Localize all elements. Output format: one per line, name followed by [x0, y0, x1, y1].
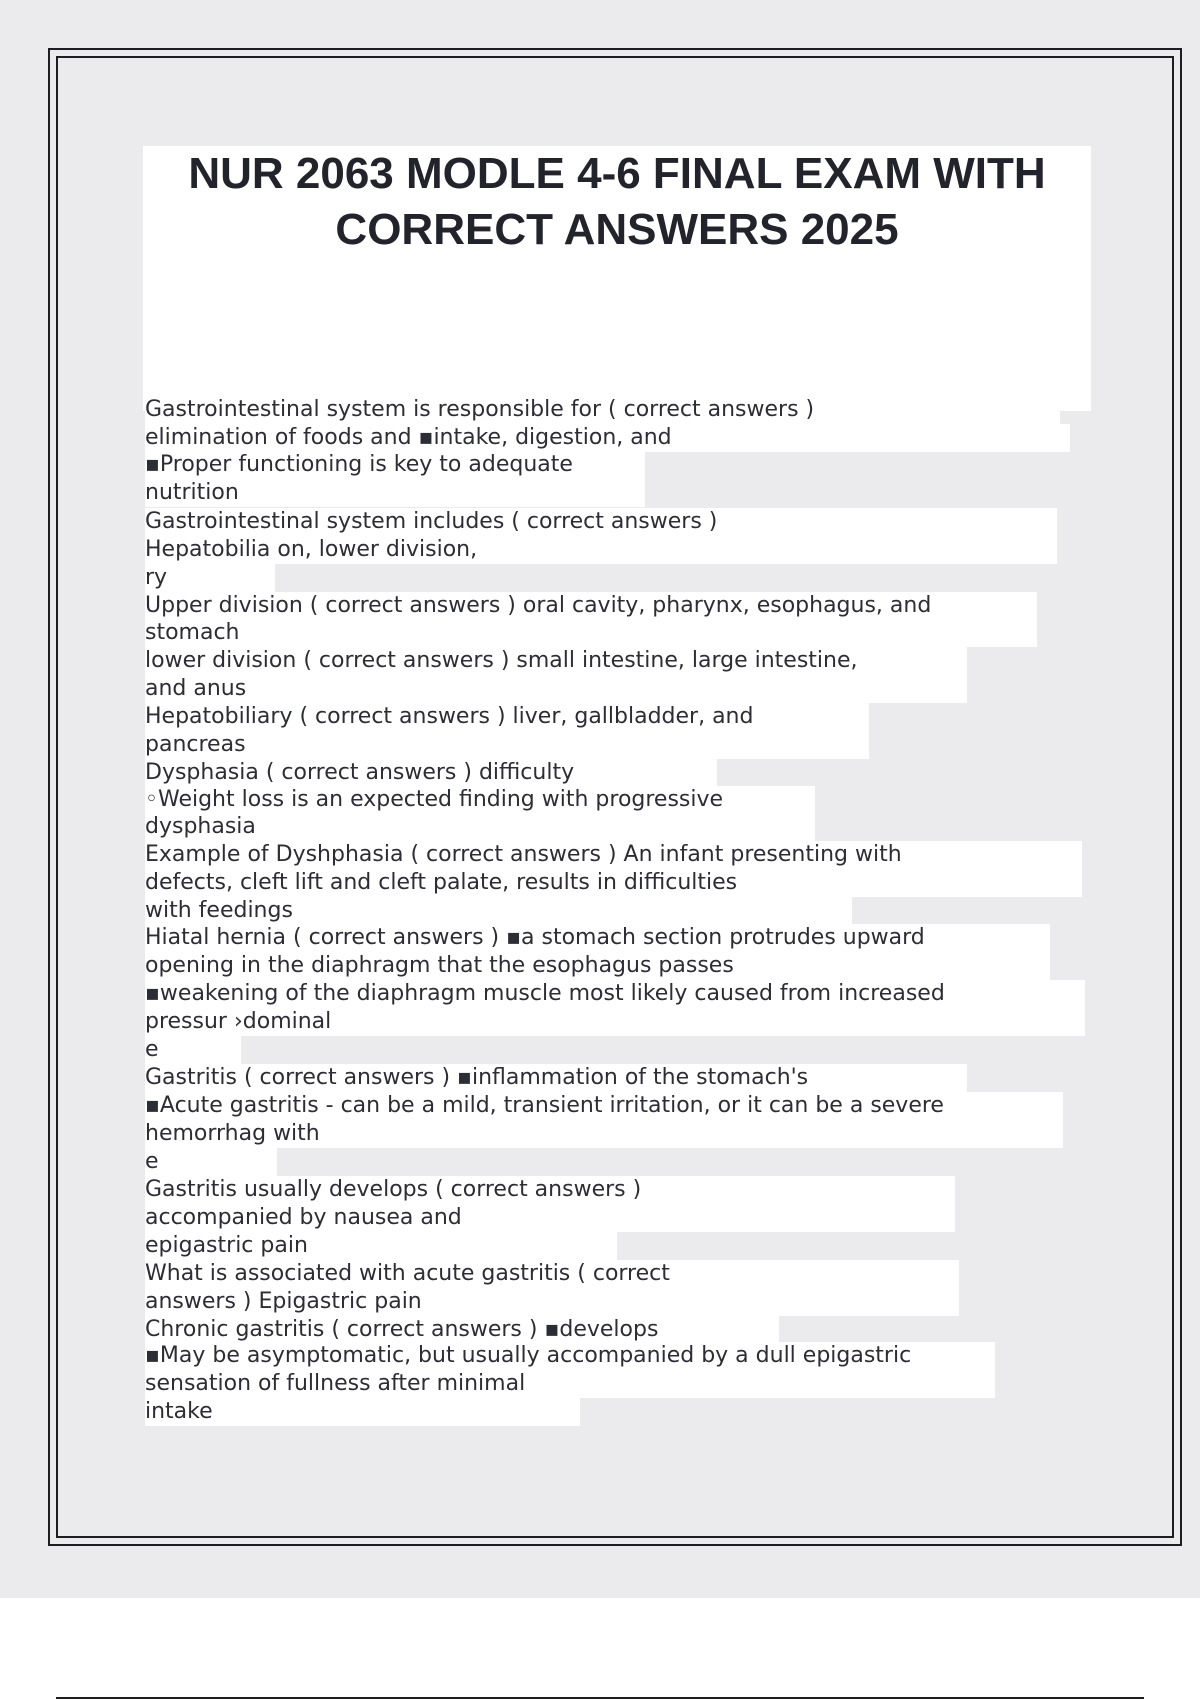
text-line: lower division ( correct answers ) small intestine, large intestine,: [145, 647, 967, 675]
text-line: Gastritis ( correct answers ) ▪inflammation of the stomach's: [145, 1064, 967, 1092]
text-line: accompanied by nausea and: [145, 1204, 955, 1232]
text-line: Example of Dyshphasia ( correct answers ) An infant presenting with: [145, 841, 1082, 869]
text-line: ▪May be asymptomatic, but usually accompanied by a dull epigastric: [145, 1342, 995, 1370]
text-line: Dysphasia ( correct answers ) difficulty: [145, 759, 717, 787]
text-line: Upper division ( correct answers ) oral cavity, pharynx, esophagus, and: [145, 592, 1037, 620]
text-line: Gastrointestinal system is responsible for ( correct answers ): [145, 396, 1060, 424]
text-line: ▪Proper functioning is key to adequate: [145, 451, 645, 479]
text-line: Chronic gastritis ( correct answers ) ▪develops: [145, 1316, 779, 1344]
text-line: e: [145, 1148, 277, 1176]
text-line: dysphasia: [145, 813, 815, 841]
text-line: Gastritis usually develops ( correct answers ): [145, 1176, 955, 1204]
text-line: pressur ›dominal: [145, 1008, 1085, 1036]
text-line: pancreas: [145, 731, 869, 759]
text-line: ▪weakening of the diaphragm muscle most likely caused from increased: [145, 980, 1085, 1008]
text-line: and anus: [145, 675, 967, 703]
text-line: with feedings: [145, 897, 852, 925]
text-line: ry: [145, 564, 275, 592]
document-title: NUR 2063 MODLE 4-6 FINAL EXAM WITH CORRECT ANSWERS 2025: [188, 149, 1046, 254]
text-line: Gastrointestinal system includes ( correct answers ): [145, 508, 1057, 536]
text-line: e: [145, 1036, 241, 1064]
text-line: Hepatobilia on, lower division,: [145, 536, 1057, 564]
text-line: elimination of foods and ▪intake, digestion, and: [145, 424, 1070, 452]
text-line: Hiatal hernia ( correct answers ) ▪a stomach section protrudes upward: [145, 924, 1050, 952]
text-line: What is associated with acute gastritis ( correct: [145, 1260, 959, 1288]
text-line: ◦Weight loss is an expected finding with progressive: [145, 786, 815, 814]
text-line: stomach: [145, 619, 1037, 647]
text-line: nutrition: [145, 479, 645, 507]
footer-rule: [56, 1697, 1144, 1699]
text-line: defects, cleft lift and cleft palate, results in difficulties: [145, 869, 1082, 897]
text-line: answers ) Epigastric pain: [145, 1288, 959, 1316]
text-line: epigastric pain: [145, 1232, 617, 1260]
text-line: opening in the diaphragm that the esophagus passes: [145, 952, 1050, 980]
text-line: intake: [145, 1398, 580, 1426]
text-line: Hepatobiliary ( correct answers ) liver, gallbladder, and: [145, 703, 869, 731]
text-line: sensation of fullness after minimal: [145, 1370, 995, 1398]
text-line: ▪Acute gastritis - can be a mild, transient irritation, or it can be a severe: [145, 1092, 1063, 1120]
text-line: hemorrhag with: [145, 1120, 1063, 1148]
